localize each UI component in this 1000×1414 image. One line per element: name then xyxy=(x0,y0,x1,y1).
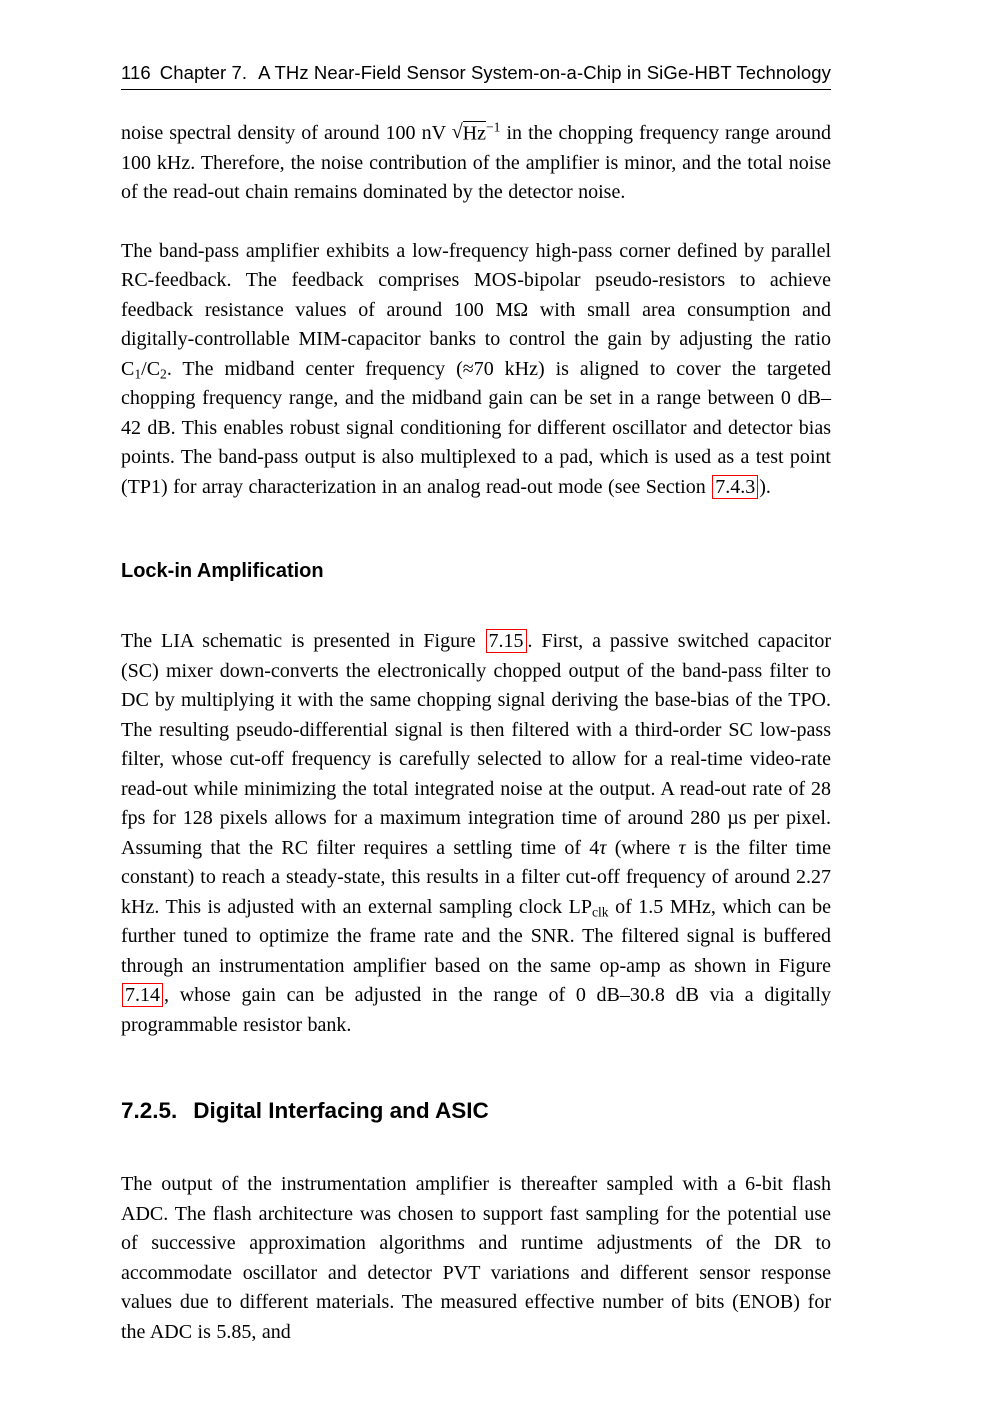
chapter-title: A THz Near-Field Sensor System-on-a-Chip in SiGe-HBT Technology xyxy=(258,62,831,83)
paragraph-bandpass-amplifier: The band-pass amplifier exhibits a low-frequency high-pass corner defined by parallel RC-feedback. The feedback comprises MOS-bipolar pseudo-resistors to achieve feedback resistance values of around 100 MΩ with small area consumption and digitally-controllable MIM-capacitor banks to control the gain by adjusting the ratio $C_1/C_2$. The midband center frequency (≈70 kHz) is aligned to cover the targeted chopping frequency range, and the midband gain can be set in a range between 0 dB–42 dB. This enables robust signal conditioning for different oscillator and detector bias points. The band-pass output is also multiplexed to a pad, which is used as a test point (TP1) for array characterization in an analog read-out mode (see Section 7.4.3 ). xyxy=(121,239,831,498)
running-head xyxy=(160,62,831,84)
square-root-expression xyxy=(452,122,486,144)
radical-sign: √ xyxy=(451,121,463,143)
page-header xyxy=(121,62,831,84)
page-number: 116 xyxy=(121,62,151,83)
radicand: Hz xyxy=(462,122,486,144)
heading-lockin-amplification: Lock-in Amplification xyxy=(121,560,324,582)
section-title: Digital Interfacing and ASIC xyxy=(193,1098,489,1123)
cross-reference-link[interactable]: 7.14 xyxy=(122,983,163,1007)
paragraph-noise-density: noise spectral density of around 100 nV $√Hz^{-1}$ in the chopping frequency range around 100 kHz. Therefore, the noise contribution of the amplifier is minor, and the total noise of the read-out chain remains dominated by the detector noise. xyxy=(121,119,831,203)
subscript: 1 xyxy=(134,365,142,381)
page-body xyxy=(121,119,831,1347)
subscript: clk xyxy=(592,903,609,919)
section-number: 7.2.5. xyxy=(121,1098,178,1123)
header-rule xyxy=(121,89,831,90)
cross-reference-link[interactable]: 7.15 xyxy=(486,629,527,653)
chapter-label: Chapter 7. xyxy=(159,62,248,83)
paragraph-lockin-amplification: The LIA schematic is presented in Figure 7.15 . First, a passive switched capacitor (SC) mixer down-converts the electronically chopped output of the band-pass filter to DC by multiplying it with the same chopping signal deriving the base-bias of the TPO. The resulting pseudo-differential signal is then filtered with a third-order SC low-pass filter, whose cut-off frequency is carefully selected to allow for a real-time video-rate read-out while minimizing the total integrated noise at the output. A read-out rate of 28 fps for 128 pixels allows for a maximum integration time of around 280 µs per pixel. Assuming that the RC filter requires a settling time of 4τ (where τ is the filter time constant) to reach a steady-state, this results in a filter cut-off frequency of around 2.27 kHz. This is adjusted with an external sampling clock $LP_{clk}$ of 1.5 MHz, which can be further tuned to optimize the frame rate and the SNR. The filtered signal is buffered through an instrumentation amplifier based on the same op-amp as shown in Figure 7.14 , whose gain can be adjusted in the range of 0 dB–30.8 dB via a digitally programmable resistor bank. xyxy=(121,630,832,1036)
math-variable: τ xyxy=(678,836,686,859)
superscript: −1 xyxy=(486,119,501,135)
heading-digital-interfacing xyxy=(121,1097,831,1124)
cross-reference-link[interactable]: 7.4.3 xyxy=(712,475,758,499)
subscript: 2 xyxy=(160,365,167,381)
paragraph-adc: The output of the instrumentation amplifier is thereafter sampled with a 6-bit flash ADC. The flash architecture was chosen to support fast sampling for the potential use of successive approximation algorithms and runtime adjustments of the DR to accommodate oscillator and detector PVT variations and different sensor response values due to different materials. The measured effective number of bits (ENOB) for the ADC is 5.85, and xyxy=(121,1173,831,1343)
math-variable: τ xyxy=(599,836,607,859)
